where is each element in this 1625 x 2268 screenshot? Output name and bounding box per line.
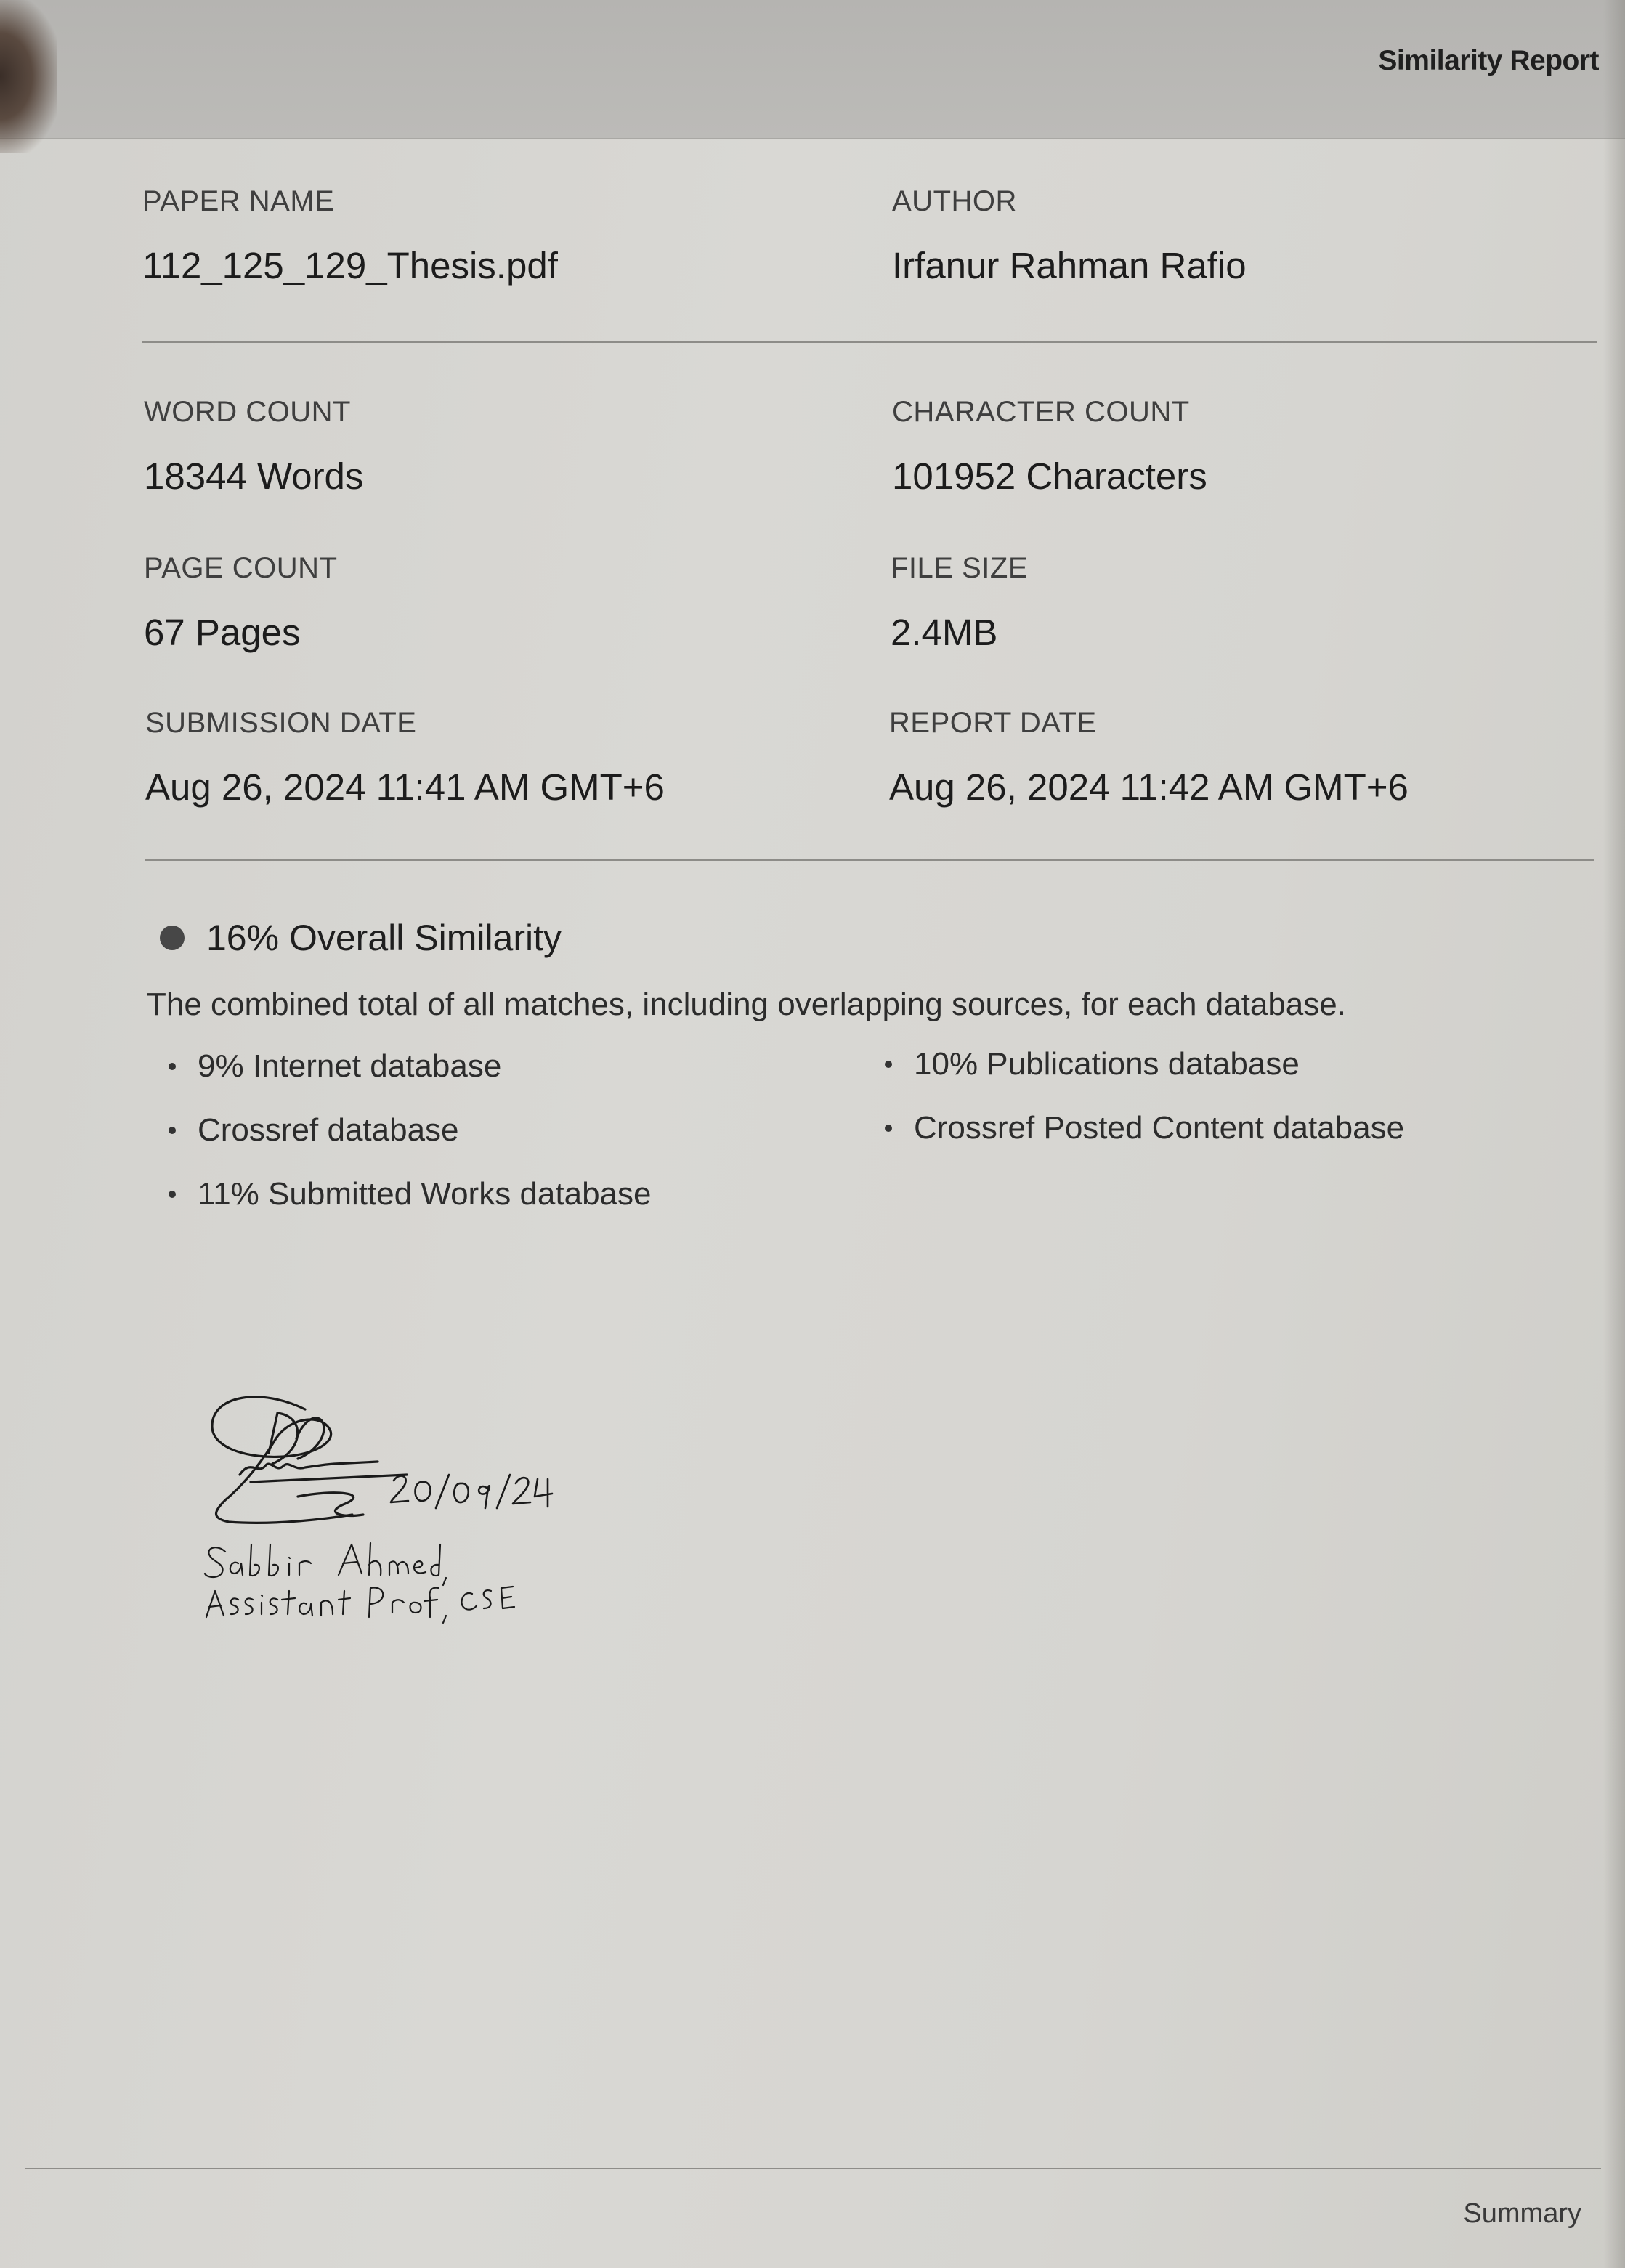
paper-name-value: 112_125_129_Thesis.pdf <box>142 245 558 286</box>
page-count-field <box>144 552 338 654</box>
footer-divider <box>25 2168 1601 2169</box>
similarity-dot-icon <box>160 926 185 950</box>
submission-date-label: SUBMISSION DATE <box>145 707 417 739</box>
database-item-text: Crossref Posted Content database <box>914 1110 1405 1146</box>
corner-shadow <box>0 0 57 153</box>
divider-middle <box>145 859 1594 861</box>
bullet-icon <box>885 1061 892 1068</box>
report-date-label: REPORT DATE <box>889 707 1097 739</box>
database-item-text: Crossref database <box>198 1112 459 1148</box>
paper-name-label: PAPER NAME <box>142 185 335 217</box>
author-label: AUTHOR <box>892 185 1017 217</box>
similarity-description: The combined total of all matches, including overlapping sources, for each database. <box>147 987 1346 1022</box>
database-item <box>169 1048 501 1085</box>
character-count-field <box>892 396 1207 498</box>
author-value: Irfanur Rahman Rafio <box>892 245 1247 286</box>
bullet-icon <box>169 1127 176 1134</box>
handwritten-signature <box>196 1373 603 1649</box>
page-count-value: 67 Pages <box>144 612 301 653</box>
author-field <box>892 185 1247 287</box>
divider-top <box>142 341 1597 343</box>
edge-shade <box>1603 0 1625 2268</box>
file-size-value: 2.4MB <box>891 612 998 653</box>
report-date-value: Aug 26, 2024 11:42 AM GMT+6 <box>889 766 1409 808</box>
file-size-label: FILE SIZE <box>891 552 1028 584</box>
paper-name-field <box>142 185 558 287</box>
database-item <box>885 1110 1404 1146</box>
footer-summary-label: Summary <box>1463 2198 1581 2229</box>
bullet-icon <box>169 1063 176 1070</box>
database-item-text: 11% Submitted Works database <box>198 1176 652 1212</box>
character-count-label: CHARACTER COUNT <box>892 396 1190 428</box>
overall-similarity-text: 16% Overall Similarity <box>206 918 562 958</box>
submission-date-value: Aug 26, 2024 11:41 AM GMT+6 <box>145 766 665 808</box>
file-size-field <box>891 552 1028 654</box>
character-count-value: 101952 Characters <box>892 455 1207 497</box>
bullet-icon <box>169 1191 176 1198</box>
page-count-label: PAGE COUNT <box>144 552 338 584</box>
word-count-value: 18344 Words <box>144 455 364 497</box>
bullet-icon <box>885 1125 892 1132</box>
database-item-text: 10% Publications database <box>914 1046 1300 1082</box>
overall-similarity <box>160 917 562 959</box>
database-item-text: 9% Internet database <box>198 1048 502 1084</box>
submission-date-field <box>145 707 665 809</box>
database-item <box>885 1046 1300 1082</box>
word-count-label: WORD COUNT <box>144 396 351 428</box>
database-item <box>169 1176 652 1212</box>
report-title: Similarity Report <box>1378 45 1599 76</box>
word-count-field <box>144 396 363 498</box>
report-date-field <box>889 707 1409 809</box>
database-item <box>169 1112 459 1149</box>
